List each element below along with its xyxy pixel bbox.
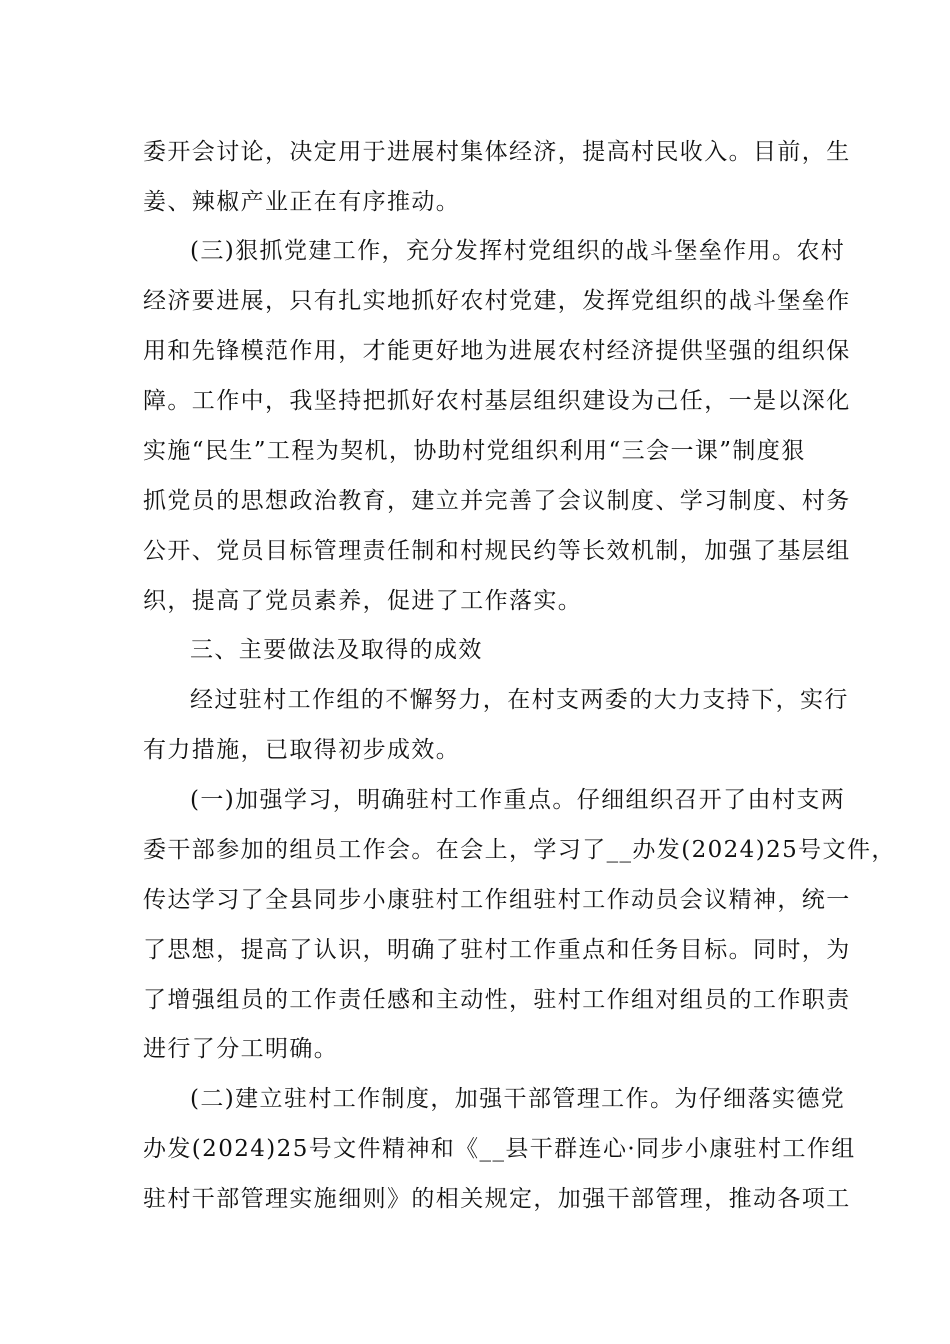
- section-heading: 三、主要做法及取得的成效: [190, 637, 483, 663]
- text-line: 委干部参加的组员工作会。在会上，学习了__办发(2024)25号文件，: [143, 837, 896, 863]
- text-line: 织，提高了党员素养，促进了工作落实。: [143, 588, 583, 614]
- text-line: 经济要进展，只有扎实地抓好农村党建，发挥党组织的战斗堡垒作: [143, 288, 851, 314]
- text-line: 进行了分工明确。: [143, 1036, 339, 1062]
- paragraph-start-line: (二)建立驻村工作制度，加强干部管理工作。为仔细落实德党: [190, 1086, 846, 1112]
- text-line: 驻村干部管理实施细则》的相关规定，加强干部管理，推动各项工: [143, 1186, 851, 1212]
- text-line: 有力措施，已取得初步成效。: [143, 737, 461, 763]
- text-line: 用和先锋模范作用，才能更好地为进展农村经济提供坚强的组织保: [143, 338, 851, 364]
- text-line: 障。工作中，我坚持把抓好农村基层组织建设为己任，一是以深化: [143, 388, 851, 414]
- text-line: 抓党员的思想政治教育，建立并完善了会议制度、学习制度、村务: [143, 488, 851, 514]
- text-line: 了增强组员的工作责任感和主动性，驻村工作组对组员的工作职责: [143, 987, 851, 1013]
- text-line: 办发(2024)25号文件精神和《__县干群连心·同步小康驻村工作组: [143, 1136, 856, 1162]
- text-line: 实施“民生”工程为契机，协助村党组织利用“三会一课”制度狠: [143, 438, 806, 464]
- text-line: 姜、辣椒产业正在有序推动。: [143, 189, 461, 215]
- text-line: 委开会讨论，决定用于进展村集体经济，提高村民收入。目前，生: [143, 139, 851, 165]
- text-line: 公开、党员目标管理责任制和村规民约等长效机制，加强了基层组: [143, 538, 851, 564]
- paragraph-start-line: 经过驻村工作组的不懈努力，在村支两委的大力支持下，实行: [190, 687, 849, 713]
- text-line: 传达学习了全县同步小康驻村工作组驻村工作动员会议精神，统一: [143, 887, 851, 913]
- paragraph-start-line: (三)狠抓党建工作，充分发挥村党组织的战斗堡垒作用。农村: [190, 238, 846, 264]
- paragraph-start-line: (一)加强学习，明确驻村工作重点。仔细组织召开了由村支两: [190, 787, 846, 813]
- text-line: 了思想，提高了认识，明确了驻村工作重点和任务目标。同时，为: [143, 937, 851, 963]
